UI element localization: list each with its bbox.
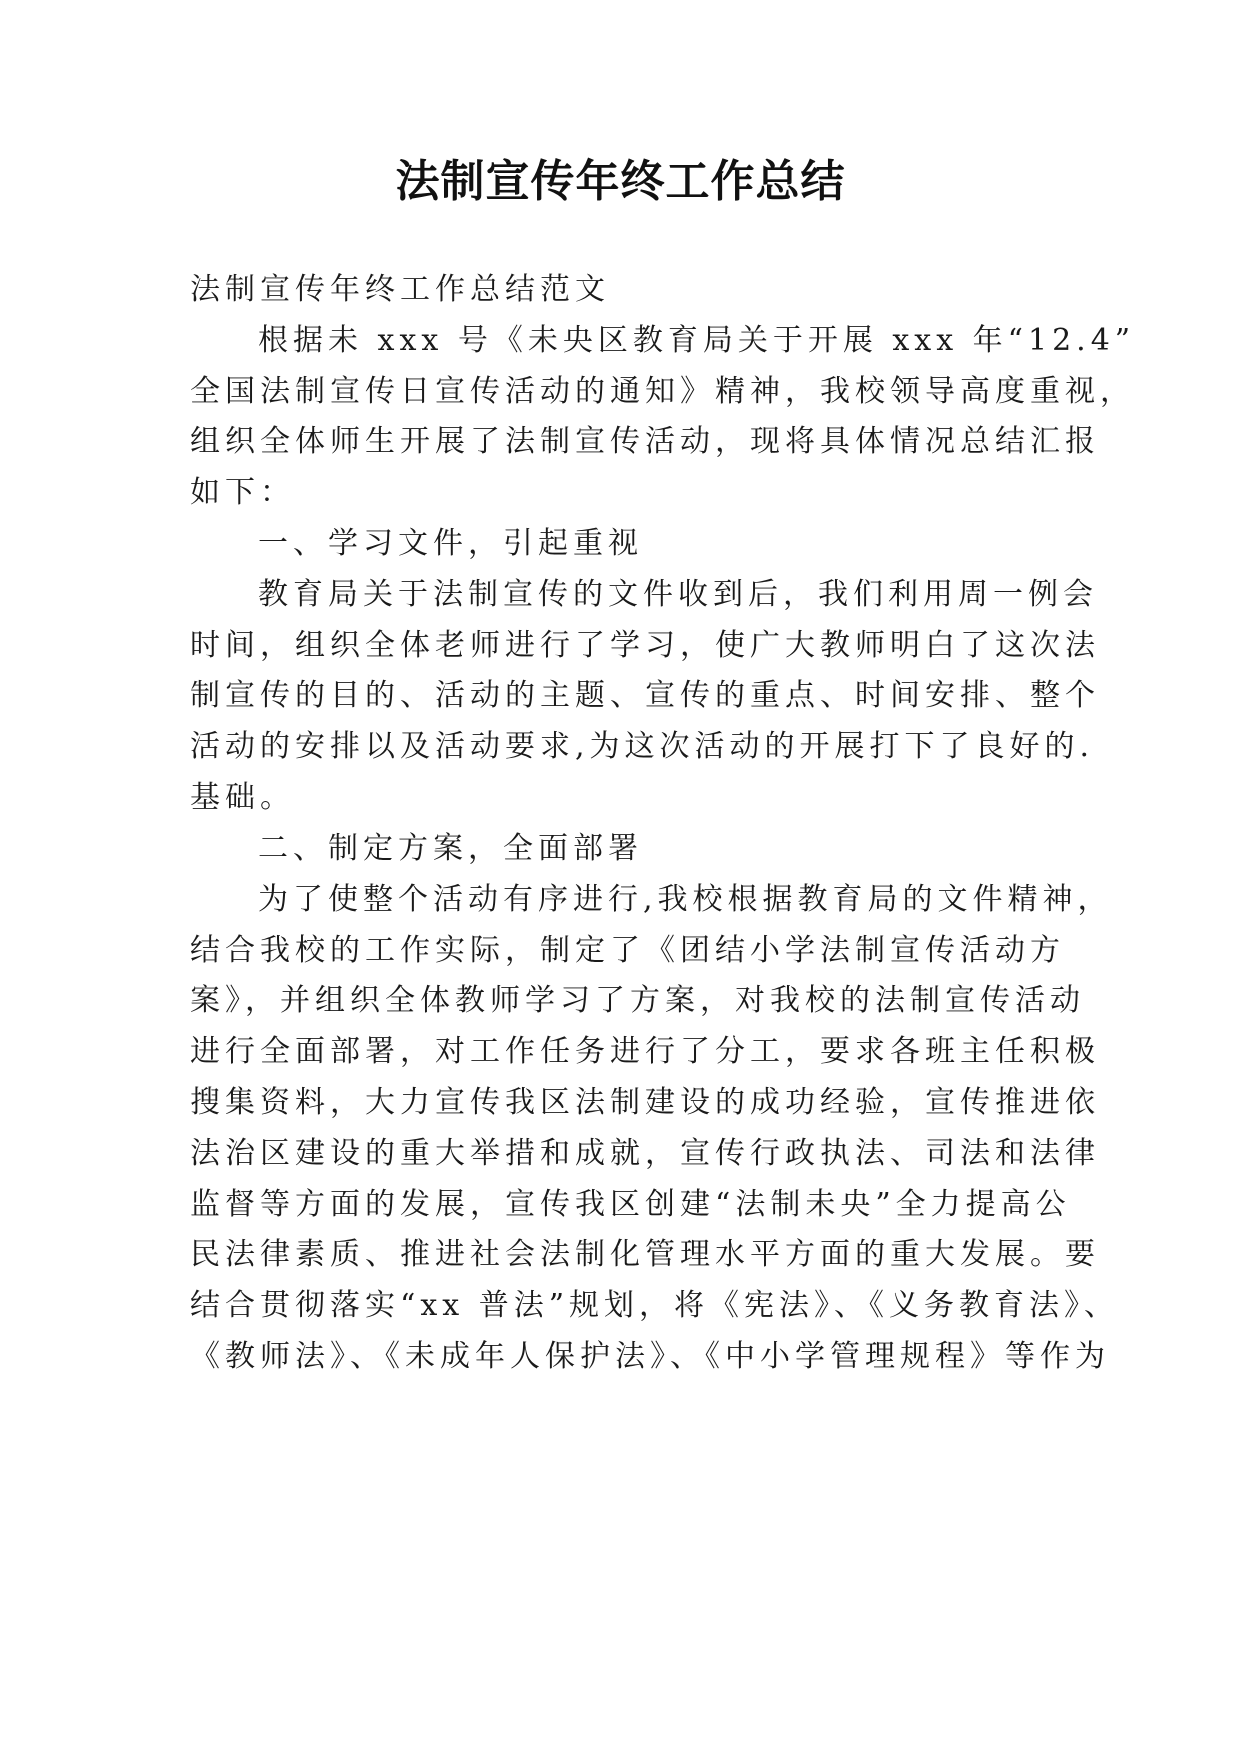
- body-line: 结合我校的工作实际，制定了《团结小学法制宣传活动方: [190, 933, 1065, 968]
- body-line: 为了使整个活动有序进行,我校根据教育局的文件精神，: [258, 882, 1113, 917]
- body-line: 活动的安排以及活动要求,为这次活动的开展打下了良好的.: [190, 729, 1095, 764]
- section-heading: 一、学习文件，引起重视: [258, 526, 643, 561]
- document-title: 法制宣传年终工作总结: [395, 156, 846, 207]
- body-line: 根据未 xxx 号《未央区教育局关于开展 xxx 年“12.4”: [258, 323, 1136, 358]
- body-line: 如下：: [190, 475, 295, 510]
- body-line: 法治区建设的重大举措和成就，宣传行政执法、司法和法律: [190, 1136, 1100, 1171]
- body-line: 案》，并组织全体教师学习了方案，对我校的法制宣传活动: [190, 983, 1085, 1018]
- body-line: 结合贯彻落实“xx 普法”规划，将《宪法》、《义务教育法》、: [190, 1288, 1120, 1323]
- body-line: 全国法制宣传日宣传活动的通知》精神，我校领导高度重视，: [190, 374, 1135, 409]
- body-line: 基础。: [190, 780, 295, 815]
- body-line: 民法律素质、推进社会法制化管理水平方面的重大发展。要: [190, 1237, 1100, 1272]
- body-line: 监督等方面的发展，宣传我区创建“法制未央”全力提高公: [190, 1187, 1071, 1222]
- body-line: 组织全体师生开展了法制宣传活动，现将具体情况总结汇报: [190, 424, 1100, 459]
- body-line: 进行全面部署，对工作任务进行了分工，要求各班主任积极: [190, 1034, 1100, 1069]
- body-line: 教育局关于法制宣传的文件收到后，我们利用周一例会: [258, 577, 1098, 612]
- body-line: 《教师法》、《未成年人保护法》、《中小学管理规程》等作为: [190, 1339, 1110, 1374]
- section-heading: 二、制定方案，全面部署: [258, 831, 643, 866]
- body-line: 时间，组织全体老师进行了学习，使广大教师明白了这次法: [190, 628, 1100, 663]
- body-line: 制宣传的目的、活动的主题、宣传的重点、时间安排、整个: [190, 678, 1100, 713]
- body-line: 搜集资料，大力宣传我区法制建设的成功经验，宣传推进依: [190, 1085, 1100, 1120]
- subtitle-line: 法制宣传年终工作总结范文: [190, 272, 610, 307]
